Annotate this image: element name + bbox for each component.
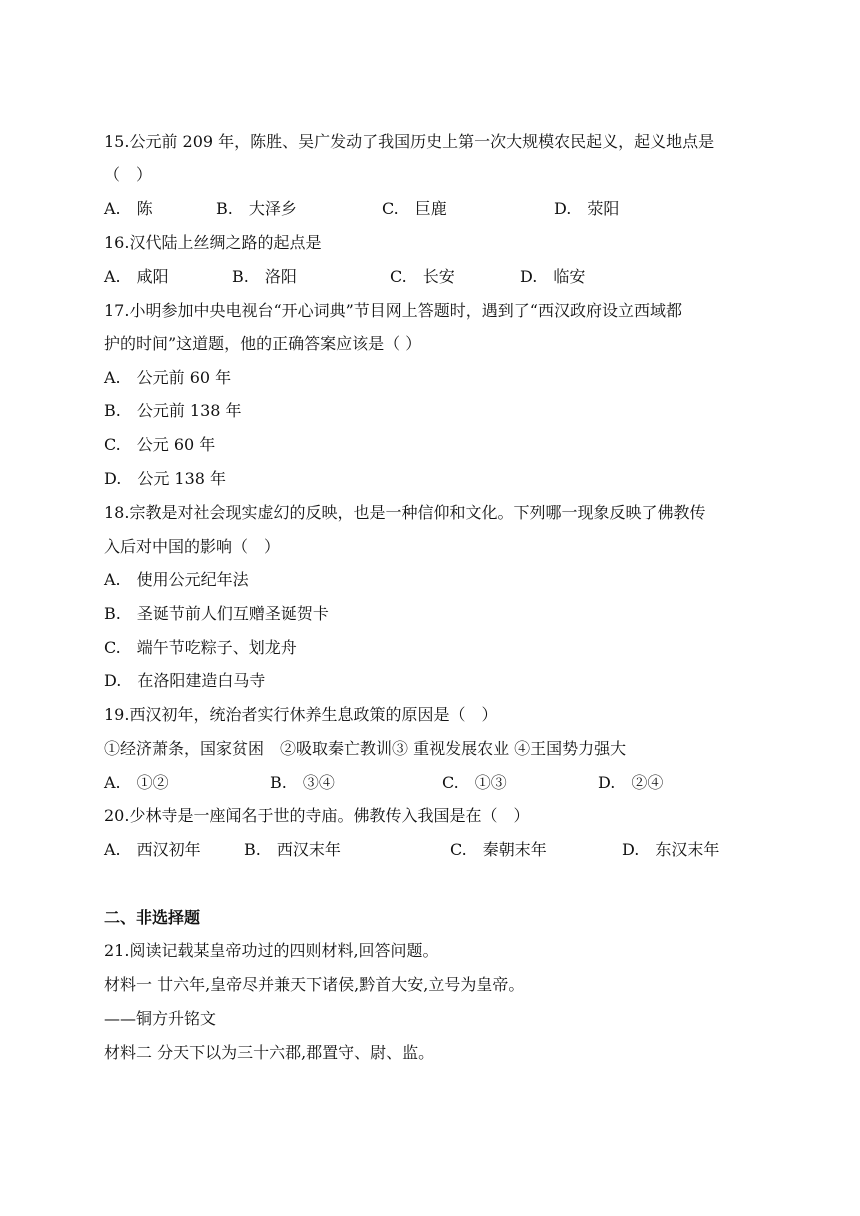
q15-option-c: C. 巨鹿 (382, 199, 447, 218)
q19-option-a: A. ①② (104, 773, 169, 792)
q18-stem-line2: 入后对中国的影响（ ） (104, 537, 281, 556)
q16-options (104, 265, 756, 289)
q15-option-d: D. 荥阳 (554, 199, 620, 218)
q20-option-c: C. 秦朝末年 (450, 840, 547, 859)
q20-option-a: A. 西汉初年 (104, 840, 201, 859)
q21-material1: 材料一 廿六年,皇帝尽并兼天下诸侯,黔首大安,立号为皇帝。 (104, 975, 525, 994)
q16-option-c: C. 长安 (390, 267, 455, 286)
q21-stem: 21.阅读记载某皇帝功过的四则材料,回答问题。 (104, 941, 439, 960)
q19-option-b: B. ③④ (270, 773, 335, 792)
q16-option-b: B. 洛阳 (232, 267, 297, 286)
q18-option-b: B. 圣诞节前人们互赠圣诞贺卡 (104, 604, 329, 623)
q19-option-d: D. ②④ (598, 773, 664, 792)
q20-option-d: D. 东汉末年 (622, 840, 720, 859)
q17-stem-line1: 17.小明参加中央电视台“开心词典”节目网上答题时，遇到了“西汉政府设立西域都 (104, 301, 682, 320)
q17-option-c: C. 公元 60 年 (104, 435, 216, 454)
q16-option-d: D. 临安 (520, 267, 586, 286)
q21-material2: 材料二 分天下以为三十六郡,郡置守、尉、监。 (104, 1043, 435, 1062)
q19-stem: 19.西汉初年，统治者实行休养生息政策的原因是（ ） (104, 705, 498, 724)
q20-option-b: B. 西汉末年 (244, 840, 341, 859)
section-heading: 二、非选择题 (104, 908, 201, 927)
q17-option-d: D. 公元 138 年 (104, 469, 227, 488)
q18-option-c: C. 端午节吃粽子、划龙舟 (104, 638, 297, 657)
q16-stem: 16.汉代陆上丝绸之路的起点是 (104, 233, 322, 252)
q15-stem-line2: （ ） (104, 165, 153, 184)
q15-option-a: A. 陈 (104, 199, 153, 218)
q15-options (104, 197, 756, 221)
q19-options (104, 771, 756, 795)
q20-options (104, 838, 756, 862)
q18-option-d: D. 在洛阳建造白马寺 (104, 671, 266, 690)
q16-option-a: A. 咸阳 (104, 267, 169, 286)
q19-items: ①经济萧条，国家贫困 ②吸取秦亡教训③ 重视发展农业 ④王国势力强大 (104, 739, 627, 758)
q21-source1: ——铜方升铭文 (104, 1009, 217, 1028)
q20-stem: 20.少林寺是一座闻名于世的寺庙。佛教传入我国是在（ ） (104, 806, 530, 825)
q17-option-b: B. 公元前 138 年 (104, 401, 242, 420)
q18-option-a: A. 使用公元纪年法 (104, 570, 249, 589)
q17-stem-line2: 护的时间”这道题，他的正确答案应该是（ ） (104, 334, 422, 353)
q17-option-a: A. 公元前 60 年 (104, 368, 232, 387)
q18-stem-line1: 18.宗教是对社会现实虚幻的反映，也是一种信仰和文化。下列哪一现象反映了佛教传 (104, 503, 706, 522)
q15-stem-line1: 15.公元前 209 年，陈胜、吴广发动了我国历史上第一次大规模农民起义，起义地点是 (104, 132, 715, 151)
q15-option-b: B. 大泽乡 (216, 199, 297, 218)
q19-option-c: C. ①③ (442, 773, 507, 792)
